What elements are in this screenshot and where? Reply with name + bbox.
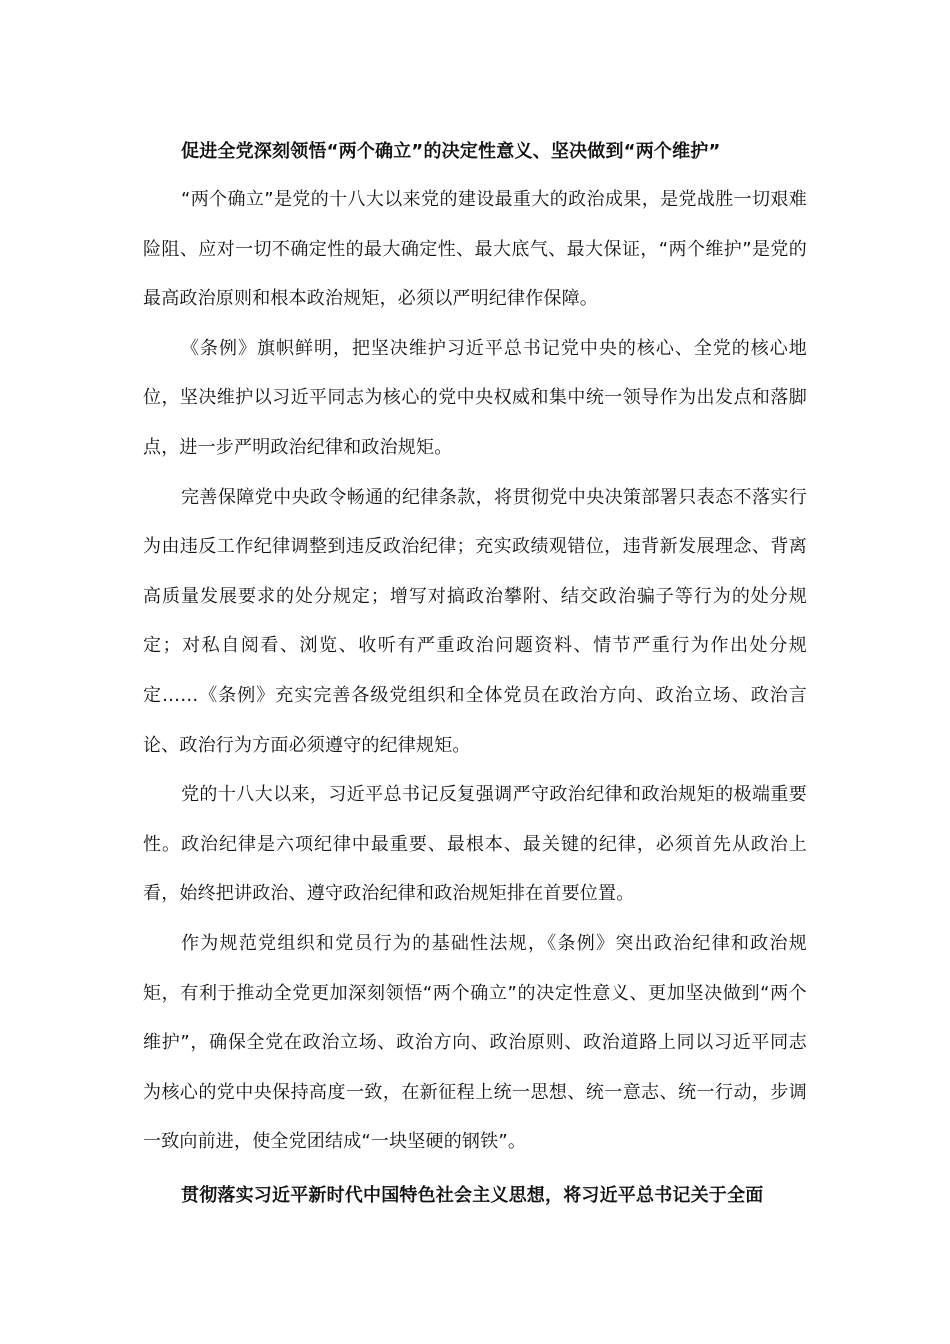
paragraph-5: 作为规范党组织和党员行为的基础性法规，《条例》突出政治纪律和政治规矩，有利于推动全党更加深刻领悟“两个确立”的决定性意义、更加坚决做到“两个维护”，确保全党在政治立场、政治方向、政治原则、政治道路上同以习近平同志为核心的党中央保持高度一致，在新征程上统一思想、统一意志、统一行动，步调一致向前进，使全党团结成“一块坚硬的钢铁”。 [143, 932, 807, 1153]
paragraph-4: 党的十八大以来，习近平总书记反复强调严守政治纪律和政治规矩的极端重要性。政治纪律是六项纪律中最重要、最根本、最关键的纪律，必须首先从政治上看，始终把讲政治、遵守政治纪律和政治规矩排在首要位置。 [143, 784, 807, 905]
paragraph-2: 《条例》旗帜鲜明，把坚决维护习近平总书记党中央的核心、全党的核心地位，坚决维护以习近平同志为核心的党中央权威和集中统一领导作为出发点和落脚点，进一步严明政治纪律和政治规矩。 [143, 337, 807, 458]
document-body [143, 133, 807, 1220]
document-title: 促进全党深刻领悟“两个确立”的决定性意义、坚决做到“两个维护” [181, 141, 721, 162]
section-heading: 贯彻落实习近平新时代中国特色社会主义思想，将习近平总书记关于全面 [181, 1184, 764, 1206]
paragraph-1: “两个确立”是党的十八大以来党的建设最重大的政治成果，是党战胜一切艰难险阻、应对一切不确定性的最大确定性、最大底气、最大保证，“两个维护”是党的最高政治原则和根本政治规矩，必须以严明纪律作保障。 [143, 189, 807, 310]
paragraph-3: 完善保障党中央政令畅通的纪律条款，将贯彻党中央决策部署只表态不落实行为由违反工作纪律调整到违反政治纪律；充实政绩观错位，违背新发展理念、背离高质量发展要求的处分规定；增写对搞政治攀附、结交政治骗子等行为的处分规定；对私自阅看、浏览、收听有严重政治问题资料、情节严重行为作出处分规定……《条例》充实完善各级党组织和全体党员在政治方向、政治立场、政治言论、政治行为方面必须遵守的纪律规矩。 [143, 486, 807, 756]
